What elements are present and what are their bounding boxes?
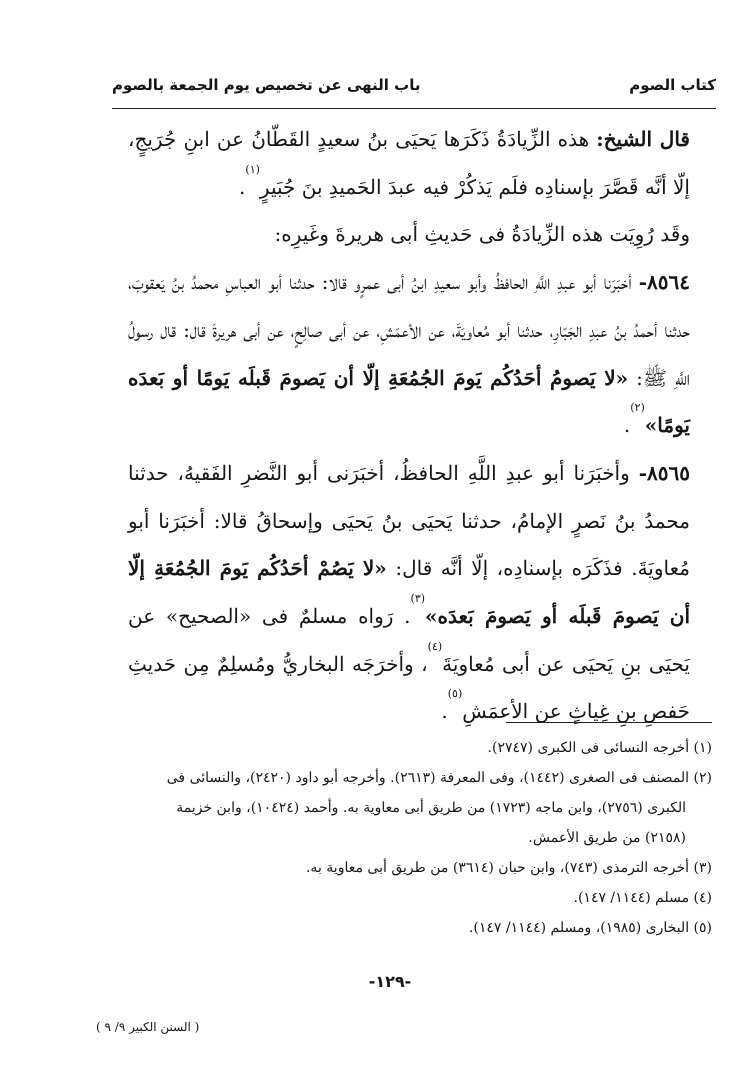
hadith-8565: ٨٥٦٥- وأخبَرَنا أبو عبدِ اللَّهِ الحافظُ، أخبَرَنى أبو النَّضرِ الفَقيهُ، حدثنا محمدُ بنُ نَصرٍ الإمامُ، حدثنا يَحيَى بنُ يَحيَى وإسحاقُ قالا: أخبَرَنا أبو مُعاويَةَ. فذَكَرَه بإسنادِه، إلّا أنَّه قال: «لا يَصُمْ أحَدُكُم يَومَ الجُمُعَةِ إلّا أن يَصومَ قَبلَه أو يَصومَ بَعدَه»$^{(٣)}$. رَواه مسلمٌ فى «الصحيح» عن يَحيَى بنِ يَحيَى عن أبى مُعاويَةَ$^{(٤)}$، وأخرَجَه البخاريُّ ومُسلِمٌ مِن حَديثِ حَفصِ بنِ غِياثٍ عن الأعمَشِ$^{(٥)}$. [128,460,690,724]
footnote-5: (٥) البخارى (١٩٨٥)، ومسلم (١١٤٤/ ١٤٧). [468,920,712,936]
hadith-number-8564: ٨٥٦٤- [638,270,690,295]
footnote-ref-2: (٢) [630,401,645,415]
main-text [128,116,712,736]
footnote-2-continued-2: (٢١٥٨) من طريق الأعمش. [528,830,686,846]
book-title: كتاب الصوم [629,76,716,94]
signature-mark: ( السنن الكبير ٩/ ٩ ) [96,1020,200,1034]
footnote-divider [506,722,712,723]
chapter-title: باب النهى عن تخصيص يوم الجمعة بالصوم [112,76,421,94]
hadith-number-8565: ٨٥٦٥- [638,460,690,485]
footnote-ref-5: (٥) [447,687,463,701]
footnote-2-continued: الكبرى (٢٧٥٦)، وابن ماجه (١٧٢٣) من طريق أبى معاوية به. وأحمد (١٠٤٢٤)، وابن خزيمة [176,800,686,816]
footnote-ref-3: (٣) [410,592,426,606]
footnotes [128,733,712,943]
footnote-2: (٢) المصنف فى الصغرى (١٤٤٢)، وفى المعرفة (٢٦١٣). وأخرجه أبو داود (٢٤٢٠)، والنسائى فى [166,770,712,786]
footnote-3: (٣) أخرجه الترمذى (٧٤٣)، وابن حبان (٣٦١٤) من طريق أبى معاوية به. [305,860,712,876]
running-header [112,70,716,104]
footnote-1: (١) أخرجه النسائى فى الكبرى (٢٧٤٧). [487,740,712,756]
narration-note-text: وقَد رُوِيَت هذه الزِّيادَةُ فى حَديثِ أبى هريرةَ وغَيرِه: [274,222,690,247]
header-divider [112,108,716,109]
footnote-4: (٤) مسلم (١١٤٤/ ١٤٧). [573,890,712,906]
hadith-8565-matn: «لا يَصُمْ أحَدُكُم يَومَ الجُمُعَةِ إلّا أن يَصومَ قَبلَه أو يَصومَ بَعدَه» [128,556,690,629]
sheikh-text: هذه الزِّيادَةُ ذَكَرَها يَحيَى بنُ سعيدٍ القَطّانُ عن ابنِ جُرَيجٍ، إلّا أنَّه قَصَّرَ بإسنادِه فلَم يَذكُرْ فيه عبدَ الحَميدِ بنَ جُبَيرٍ [128,127,690,199]
hadith-8565-isnad: وأخبَرَنا أبو عبدِ اللَّهِ الحافظُ، أخبَرَنى أبو النَّضرِ الفَقيهُ، حدثنا محمدُ بنُ نَصرٍ الإمامُ، حدثنا يَحيَى بنُ يَحيَى وإسحاقُ قالا: أخبَرَنا أبو مُعاويَةَ. فذَكَرَه بإسنادِه، إلّا أنَّه قال: [128,460,690,581]
hadith-8564-matn: «لا يَصومُ أحَدُكُم يَومَ الجُمُعَةِ إلّا أن يَصومَ قَبلَه يَومًا أو بَعدَه يَومًا» [128,365,690,438]
page-number: -١٢٩- [368,972,412,991]
hadith-8564-isnad: أخبَرَنا أبو عبدِ اللَّهِ الحافظُ وأبو سعيدِ ابنُ أبى عمرٍو قالا: حدثنا أبو العباسِ محمدُ بنُ يَعقوبَ، حدثنا أحمدُ بنُ عبدِ الجَبّارِ، حدثنا أبو مُعاويَةَ، عن الأعمَشِ، عن أبى صالِحٍ، عن أبى هريرةَ قال: قال رسولُ اللَّهِ ﷺ: [128,270,691,390]
hadith-8565-takhrij-2: ، وأخرَجَه البخاريُّ ومُسلِمٌ مِن حَديثِ حَفصِ بنِ غِياثٍ عن الأعمَشِ [128,651,690,724]
sheikh-label: قال الشيخ: [596,127,690,151]
paragraph-sheikh: قال الشيخ: هذه الزِّيادَةُ ذَكَرَها يَحيَى بنُ سعيدٍ القَطّانُ عن ابنِ جُرَيجٍ، إلّا أنَّه قَصَّرَ بإسنادِه فلَم يَذكُرْ فيه عبدَ الحَميدِ بنَ جُبَيرٍ$^{(١)}$. [128,127,690,199]
footnote-ref-1: (١) [245,162,260,176]
hadith-8565-takhrij: . رَواه مسلمٌ فى «الصحيح» عن يَحيَى بنِ يَحيَى عن أبى مُعاويَةَ [128,604,690,676]
footnote-ref-4: (٤) [427,639,443,653]
paragraph-narration-note [128,211,712,259]
hadith-8564: ٨٥٦٤- أخبَرَنا أبو عبدِ اللَّهِ الحافظُ وأبو سعيدِ ابنُ أبى عمرٍو قالا: حدثنا أبو العباسِ محمدُ بنُ يَعقوبَ، حدثنا أحمدُ بنُ عبدِ الجَبّارِ، حدثنا أبو مُعاويَةَ، عن الأعمَشِ، عن أبى صالِحٍ، عن أبى هريرةَ قال: قال رسولُ اللَّهِ ﷺ: «لا يَصومُ أحَدُكُم يَومَ الجُمُعَةِ إلّا أن يَصومَ قَبلَه يَومًا أو بَعدَه يَومًا»$^{(٢)}$. [128,270,691,438]
